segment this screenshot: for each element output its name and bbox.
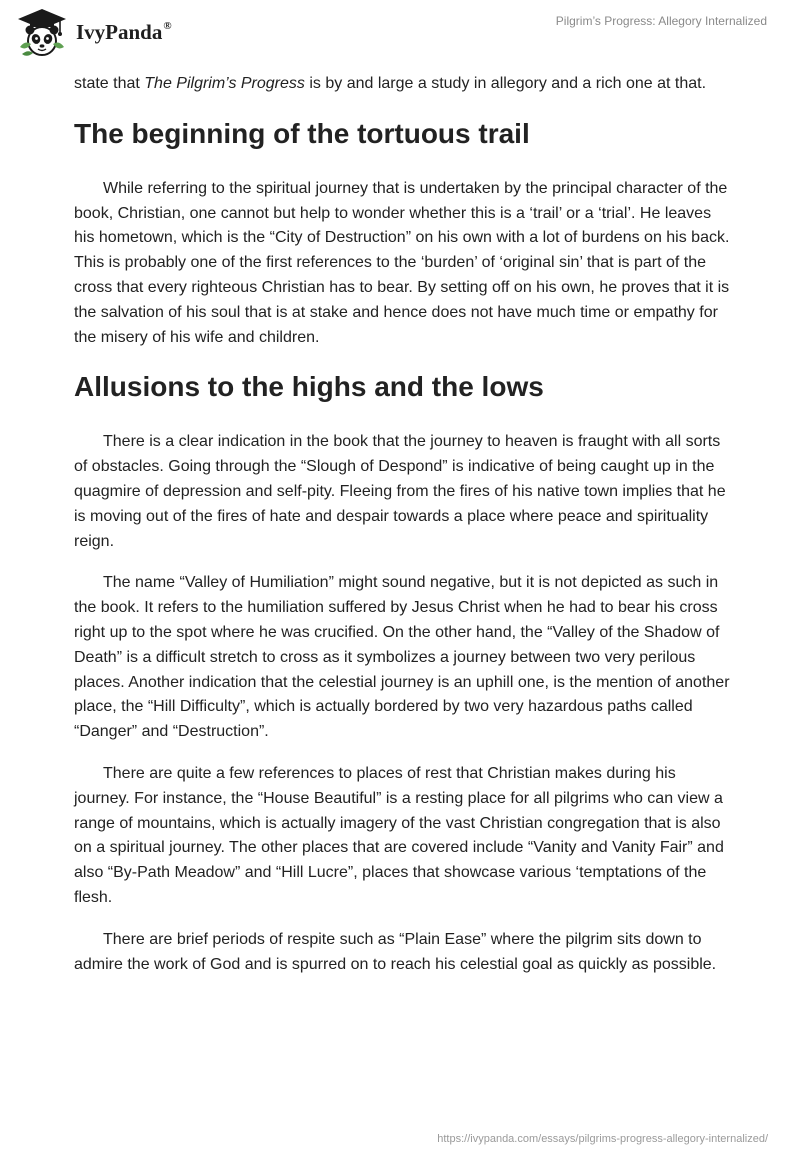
book-title-italic: The Pilgrim’s Progress <box>144 75 305 92</box>
source-url-link[interactable]: https://ivypanda.com/essays/pilgrims-progress-allegory-internalized/ <box>437 1133 768 1145</box>
paragraph: The name “Valley of Humiliation” might sound negative, but it is not depicted as such in the book. It refers to the humiliation suffered by Jesus Christ when he had to bear his cross right up to the spot where he was crucified. On the other hand, the “Valley of the Shadow of Death” is a difficult stretch to cross as it symbolizes a journey between two very perilous places. Another indication that the celestial journey is an uphill one, is the mention of another place, the “Hill Difficulty”, which is actually bordered by two very hazardous paths called “Danger” and “Destruction”. <box>74 574 730 741</box>
paragraph: There are quite a few references to places of rest that Christian makes during his journey. For instance, the “House Beautiful” is a resting place for all pilgrims who can view a range of mountains, which is actually imagery of the vast Christian congregation that is also on a spiritual journey. The other places that are covered include “Vanity and Vanity Fair” and also “By-Path Meadow” and “Hill Lucre”, places that showcase various ‘temptations of the flesh. <box>74 764 724 906</box>
document-title: Pilgrim’s Progress: Allegory Internalized <box>555 14 767 28</box>
section-heading-allusions: Allusions to the highs and the lows <box>74 371 544 403</box>
paragraph: There are brief periods of respite such as “Plain Ease” where the pilgrim sits down to admire the work of God and is spurred on to reach his celestial goal as quickly as possible. <box>74 930 717 973</box>
paragraph: There is a clear indication in the book that the journey to heaven is fraught with all sorts of obstacles. Going through the “Slough of Despond” is indicative of being caught up in the quagmire of depression and self-pity. Fleeing from the fires of his native town implies that he is moving out of the fires of hate and despair towards a place where peace and spirituality reign. <box>74 433 726 550</box>
paragraph: While referring to the spiritual journey that is undertaken by the principal character of the book, Christian, one cannot but help to wonder whether this is a ‘trail’ or a ‘trial’. He leaves his hometown, which is the “City of Destruction” on his own with a lot of burdens on his back. This is probably one of the first references to the ‘burden’ of ‘original sin’ that is part of the cross that every righteous Christian has to bear. By setting off on his own, he proves that it is the salvation of his soul that is at stake and hence does not have much time or empathy for the misery of his wife and children. <box>74 179 730 346</box>
ivypanda-logo-icon[interactable] <box>16 7 68 59</box>
page-header <box>0 0 800 70</box>
essay-body <box>74 72 730 994</box>
brand-name[interactable]: IvyPanda® <box>76 20 172 44</box>
section-heading-beginning: The beginning of the tortuous trail <box>74 117 530 149</box>
lead-paragraph: state that The Pilgrim’s Progress is by and large a study in allegory and a rich one at that. <box>74 75 707 92</box>
registered-mark: ® <box>163 20 172 32</box>
